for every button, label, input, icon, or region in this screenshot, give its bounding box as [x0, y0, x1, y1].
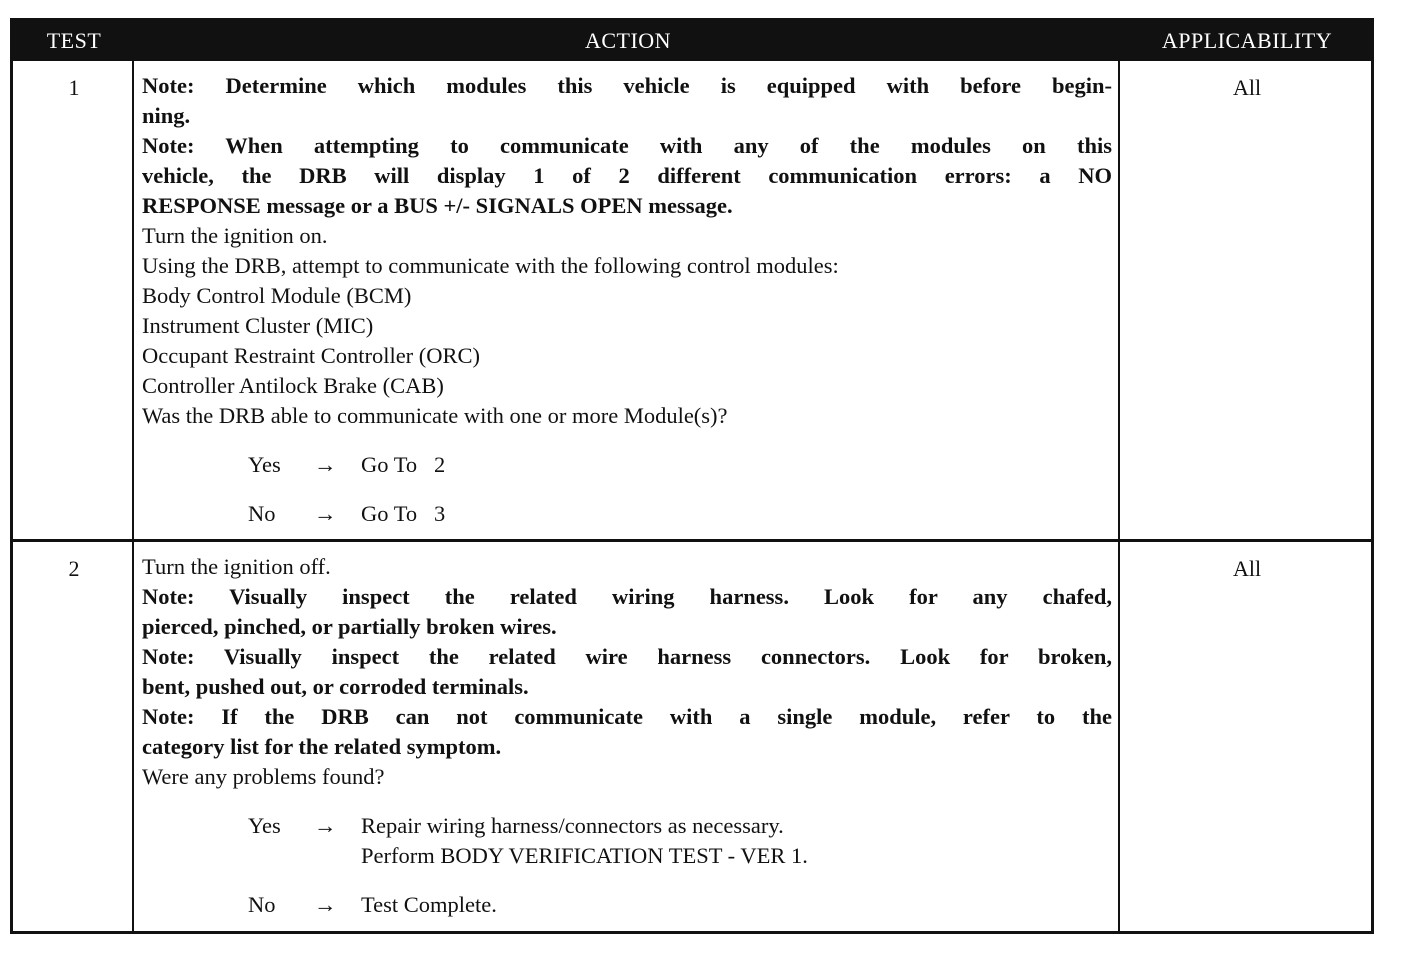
action-line: Using the DRB, attempt to communicate with the following control modules: — [142, 253, 839, 278]
branch-result: Repair wiring harness/connectors as necessary. — [361, 813, 784, 838]
arrow-icon: → — [314, 813, 337, 838]
branch-label: No — [248, 892, 276, 917]
branch-label: Yes — [248, 452, 281, 477]
arrow-icon: → — [314, 452, 337, 477]
action-line: category list for the related symptom. — [142, 734, 502, 759]
test-number: 1 — [68, 75, 80, 100]
branch-no — [142, 890, 1112, 920]
action-line: Turn the ignition off. — [142, 554, 331, 579]
action-line: Were any problems found? — [142, 764, 385, 789]
branch-result: Go To 2 — [361, 452, 446, 477]
branch-label: No — [248, 501, 276, 526]
action-line: RESPONSE message or a BUS +/- SIGNALS OPEN message. — [142, 193, 733, 218]
branch-result: Perform BODY VERIFICATION TEST - VER 1. — [361, 843, 808, 868]
table-header — [13, 21, 1371, 61]
action-line: bent, pushed out, or corroded terminals. — [142, 674, 529, 699]
branch-result: Go To 3 — [361, 501, 446, 526]
action-line: Note: When attempting to communicate with any of the modules on this — [142, 133, 1112, 158]
action-line: Note: Visually inspect the related wire harness connectors. Look for broken, — [142, 644, 1112, 669]
action-cell — [142, 552, 1112, 920]
applicability-value: All — [1232, 556, 1262, 581]
action-line: Note: Determine which modules this vehicle is equipped with before begin- — [142, 73, 1112, 98]
action-line: Was the DRB able to communicate with one or more Module(s)? — [142, 403, 728, 428]
action-line: ning. — [142, 103, 191, 128]
header-applicability: APPLICABILITY — [1161, 28, 1333, 53]
action-line: Turn the ignition on. — [142, 223, 328, 248]
diagnostic-table — [10, 18, 1374, 934]
arrow-icon: → — [314, 501, 337, 526]
action-cell — [142, 71, 1112, 529]
action-line: Body Control Module (BCM) — [142, 283, 412, 308]
action-line: Note: Visually inspect the related wiring harness. Look for any chafed, — [142, 584, 1112, 609]
branch-yes — [142, 450, 1112, 480]
table-row — [13, 61, 1371, 539]
action-line: Occupant Restraint Controller (ORC) — [142, 343, 481, 368]
branch-yes — [142, 811, 1112, 871]
applicability-value: All — [1232, 75, 1262, 100]
test-number: 2 — [68, 556, 80, 581]
branch-label: Yes — [248, 813, 281, 838]
action-line: pierced, pinched, or partially broken wires. — [142, 614, 557, 639]
header-action: ACTION — [584, 28, 672, 53]
arrow-icon: → — [314, 892, 337, 917]
action-line: vehicle, the DRB will display 1 of 2 different communication errors: a NO — [142, 163, 1112, 188]
branch-result: Test Complete. — [361, 892, 497, 917]
action-line: Instrument Cluster (MIC) — [142, 313, 374, 338]
action-line: Note: If the DRB can not communicate with a single module, refer to the — [142, 704, 1112, 729]
branch-no — [142, 499, 1112, 529]
table-row — [13, 542, 1371, 934]
action-line: Controller Antilock Brake (CAB) — [142, 373, 444, 398]
header-test: TEST — [46, 28, 102, 53]
